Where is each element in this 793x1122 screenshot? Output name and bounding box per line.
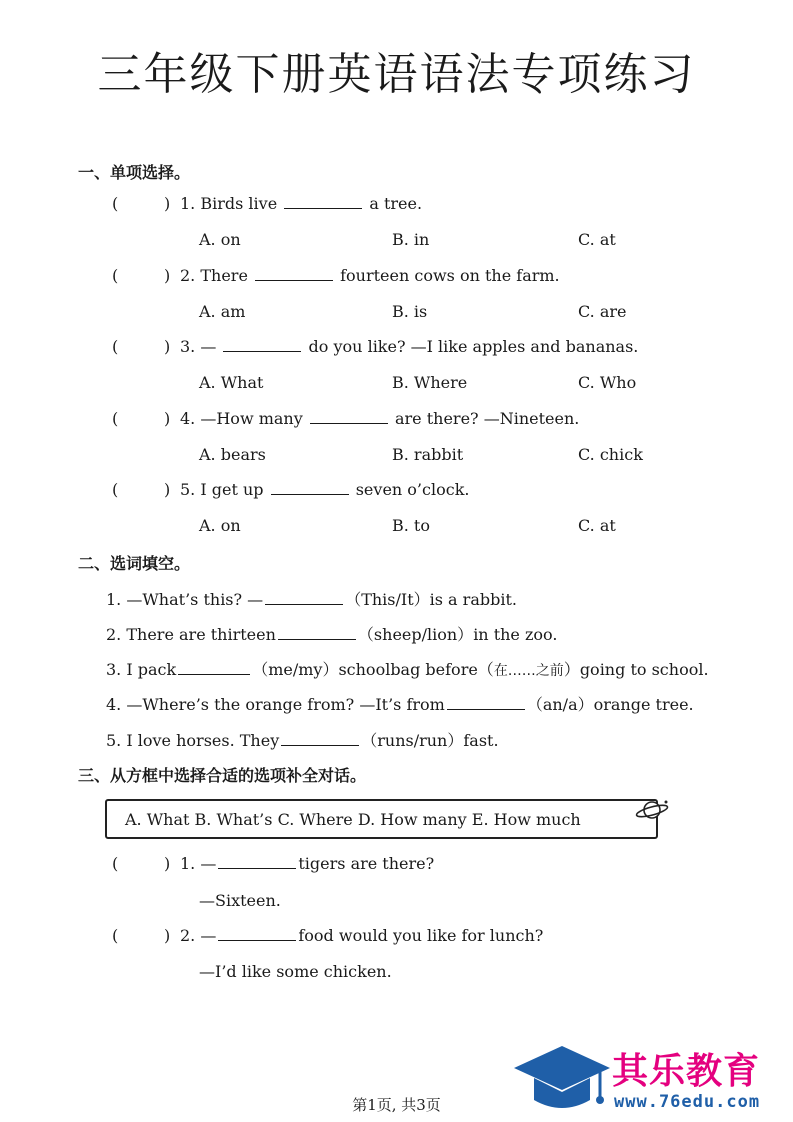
option-a: A. on — [199, 516, 241, 535]
chinese-hint: 在……之前 — [493, 663, 564, 679]
option-a: A. bears — [199, 445, 266, 464]
question-post: do you like? —I like apples and bananas. — [308, 337, 639, 356]
dialog-answer-2: —I’d like some chicken. — [199, 962, 392, 981]
fill-item-5 — [106, 728, 499, 751]
option-c: C. Who — [578, 373, 637, 392]
options-box-text: A. What B. What’s C. Where D. How many E. How much — [125, 810, 581, 829]
answer-paren-open: ( — [112, 854, 119, 873]
question-5 — [180, 480, 469, 499]
answer-paren-close: ) — [164, 480, 171, 499]
option-b: B. rabbit — [392, 445, 464, 464]
question-pre: 3. — — [180, 337, 217, 356]
fill-post: ）going to school. — [563, 660, 709, 679]
question-pre: 4. —How many — [180, 409, 303, 428]
question-pre: 2. There — [180, 266, 248, 285]
answer-blank[interactable] — [218, 939, 296, 941]
answer-blank[interactable] — [284, 207, 362, 209]
answer-blank[interactable] — [265, 603, 343, 605]
answer-paren-open: ( — [112, 266, 119, 285]
option-a: A. on — [199, 230, 241, 249]
answer-paren-close: ) — [164, 409, 171, 428]
section3-heading: 三、从方框中选择合适的选项补全对话。 — [78, 766, 367, 785]
answer-paren-close: ) — [164, 266, 171, 285]
answer-blank[interactable] — [271, 493, 349, 495]
option-a: A. am — [199, 302, 246, 321]
fill-item-1 — [106, 587, 517, 610]
section1-heading: 一、单项选择。 — [78, 163, 191, 182]
word-hint: （sheep/lion） — [357, 625, 474, 644]
option-c: C. at — [578, 516, 616, 535]
answer-blank[interactable] — [178, 673, 250, 675]
question-post: tigers are there? — [298, 854, 435, 873]
answer-paren-close: ) — [164, 926, 171, 945]
fill-pre: 5. I love horses. They — [106, 731, 280, 750]
fill-item-4 — [106, 692, 694, 715]
word-hint: （an/a） — [526, 695, 594, 714]
option-a: A. What — [199, 373, 264, 392]
fill-post: orange tree. — [593, 695, 694, 714]
word-hint: （This/It） — [345, 590, 430, 609]
fill-post: schoolbag before（ — [338, 660, 494, 679]
question-post: seven o’clock. — [355, 480, 470, 499]
fill-pre: 3. I pack — [106, 660, 177, 679]
fill-item-3 — [106, 657, 709, 680]
fill-pre: 2. There are thirteen — [106, 625, 276, 644]
dialog-answer-1: —Sixteen. — [199, 891, 281, 910]
answer-blank[interactable] — [310, 422, 388, 424]
question-pre: 1. — — [180, 854, 217, 873]
question-4 — [180, 409, 579, 428]
answer-blank[interactable] — [447, 708, 525, 710]
answer-blank[interactable] — [223, 350, 301, 352]
option-b: B. in — [392, 230, 430, 249]
answer-paren-open: ( — [112, 926, 119, 945]
fill-post: fast. — [463, 731, 499, 750]
options-box — [105, 799, 658, 839]
answer-paren-close: ) — [164, 194, 171, 213]
answer-blank[interactable] — [255, 279, 333, 281]
page-number: 第1页, 共3页 — [352, 1096, 441, 1114]
option-c: C. chick — [578, 445, 643, 464]
word-hint: （me/my） — [252, 660, 339, 679]
fill-post: in the zoo. — [473, 625, 558, 644]
option-b: B. to — [392, 516, 430, 535]
option-c: C. are — [578, 302, 627, 321]
fill-post: is a rabbit. — [429, 590, 517, 609]
question-pre: 1. Birds live — [180, 194, 278, 213]
question-2 — [180, 266, 560, 285]
option-b: B. is — [392, 302, 428, 321]
planet-icon — [634, 798, 670, 822]
answer-paren-open: ( — [112, 194, 119, 213]
dialog-question-1 — [180, 854, 434, 873]
page-title: 三年级下册英语语法专项练习 — [97, 49, 696, 100]
fill-pre: 4. —Where’s the orange from? —It’s from — [106, 695, 445, 714]
fill-item-2 — [106, 622, 557, 645]
question-pre: 5. I get up — [180, 480, 264, 499]
logo-name: 其乐教育 — [612, 1051, 761, 1092]
option-c: C. at — [578, 230, 616, 249]
question-post: are there? —Nineteen. — [394, 409, 580, 428]
question-pre: 2. — — [180, 926, 217, 945]
answer-paren-open: ( — [112, 337, 119, 356]
section2-heading: 二、选词填空。 — [78, 554, 191, 573]
question-post: fourteen cows on the farm. — [340, 266, 560, 285]
logo-url: www.76edu.com — [614, 1092, 761, 1112]
answer-paren-close: ) — [164, 854, 171, 873]
option-b: B. Where — [392, 373, 468, 392]
question-3 — [180, 337, 638, 356]
question-1 — [180, 194, 422, 213]
fill-pre: 1. —What’s this? — — [106, 590, 264, 609]
word-hint: （runs/run） — [361, 731, 464, 750]
answer-blank[interactable] — [278, 638, 356, 640]
answer-blank[interactable] — [218, 867, 296, 869]
dialog-question-2 — [180, 926, 543, 945]
question-post: a tree. — [369, 194, 423, 213]
answer-paren-open: ( — [112, 409, 119, 428]
answer-paren-open: ( — [112, 480, 119, 499]
answer-blank[interactable] — [281, 744, 359, 746]
question-post: food would you like for lunch? — [298, 926, 544, 945]
answer-paren-close: ) — [164, 337, 171, 356]
